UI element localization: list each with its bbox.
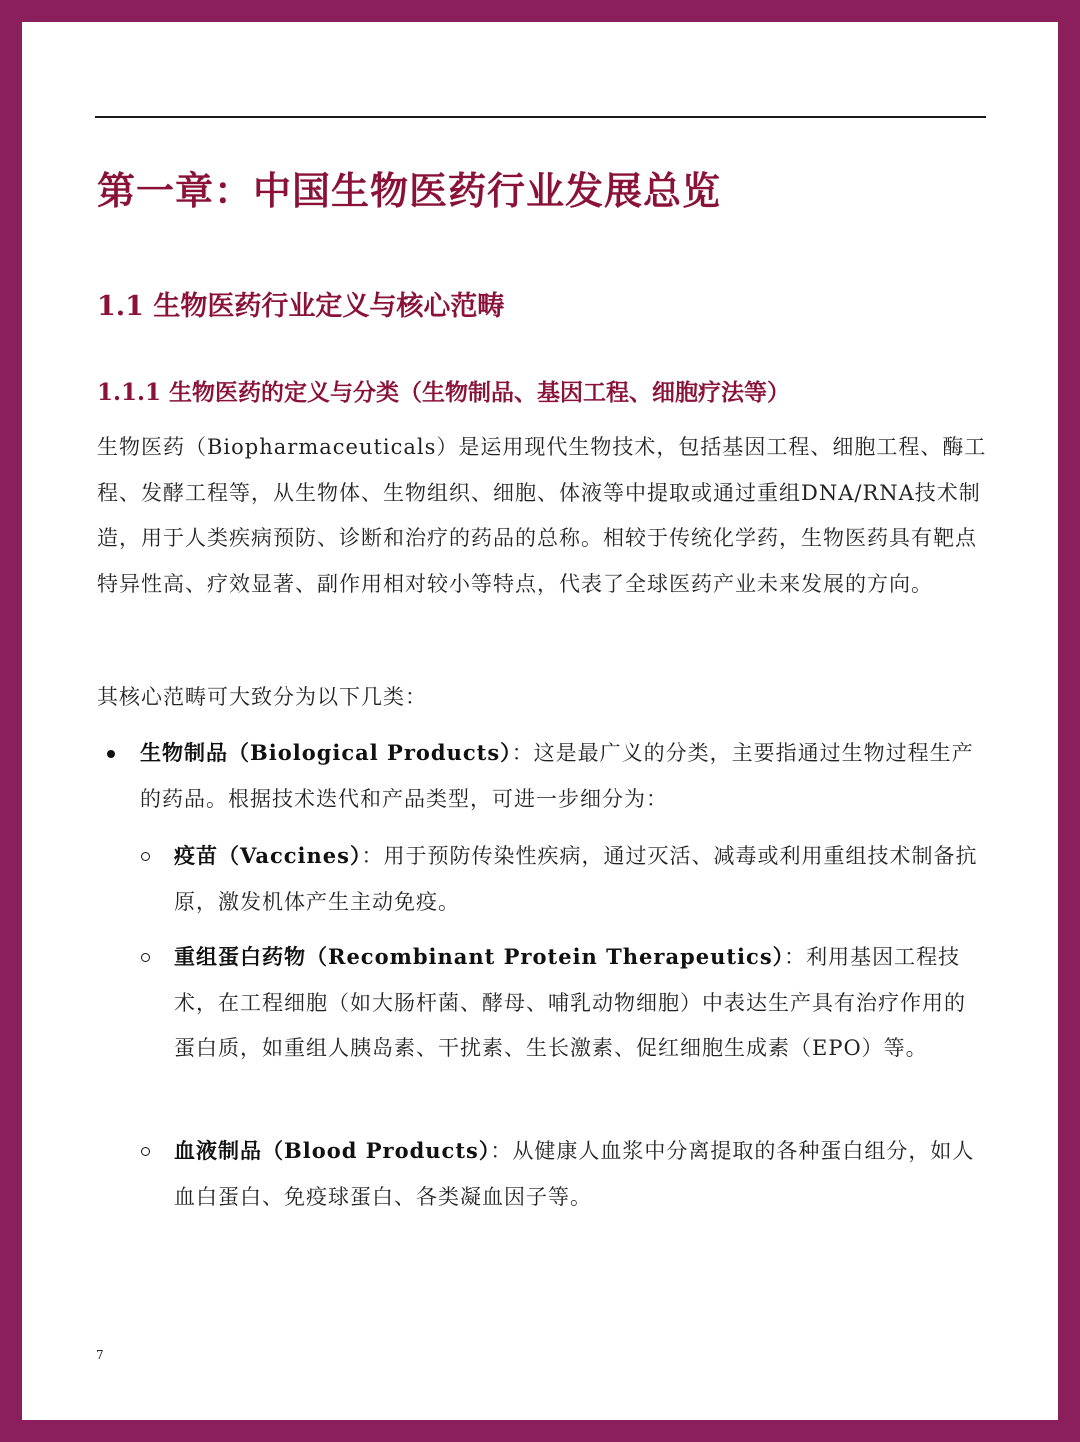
- sub-list-item-description: ：利用基因工程技术，在工程细胞（如大肠杆菌、酵母、哺乳动物细胞）中表达生产具有治疗作用的蛋白质，如重组人胰岛素、干扰素、生长激素、促红细胞生成素（EPO）等。: [174, 945, 966, 1060]
- document-page: [22, 22, 1058, 1420]
- circle-bullet-icon: [141, 852, 150, 861]
- list-item-description: ：这是最广义的分类，主要指通过生物过程生产的药品。根据技术迭代和产品类型，可进一步细分为：: [140, 741, 974, 811]
- header-rule: [95, 116, 986, 118]
- definition-paragraph: 生物医药（Biopharmaceuticals）是运用现代生物技术，包括基因工程、细胞工程、酶工程、发酵工程等，从生物体、生物组织、细胞、体液等中提取或通过重组DNA/RNA技术制造，用于人类疾病预防、诊断和治疗的药品的总称。相较于传统化学药，生物医药具有靶点特异性高、疗效显著、副作用相对较小等特点，代表了全球医药产业未来发展的方向。: [97, 435, 987, 596]
- chapter-title: 第一章：中国生物医药行业发展总览: [97, 168, 722, 213]
- sub-list-item-vaccines: [174, 833, 987, 925]
- sub-list-item-recombinant-protein: [174, 934, 987, 1072]
- list-item-term: 生物制品（Biological Products）: [140, 740, 512, 765]
- circle-bullet-icon: [141, 1147, 150, 1156]
- subsection-title: 1.1.1 生物医药的定义与分类（生物制品、基因工程、细胞疗法等）: [97, 379, 791, 406]
- sub-list-item-description: ：用于预防传染性疾病，通过灭活、减毒或利用重组技术制备抗原，激发机体产生主动免疫。: [174, 844, 978, 914]
- list-item-text: [140, 730, 987, 822]
- list-item-biological-products: [97, 730, 987, 822]
- sub-list-item-term: 疫苗（Vaccines）: [174, 843, 362, 868]
- sub-list-item-description: ：从健康人血浆中分离提取的各种蛋白组分，如人血白蛋白、免疫球蛋白、各类凝血因子等。: [174, 1139, 975, 1209]
- sub-list-item-term: 血液制品（Blood Products）: [174, 1138, 491, 1163]
- categories-intro: 其核心范畴可大致分为以下几类：: [97, 685, 427, 709]
- page-number: 7: [96, 1348, 104, 1362]
- section-title: 1.1 生物医药行业定义与核心范畴: [97, 291, 505, 322]
- sub-list-item-term: 重组蛋白药物（Recombinant Protein Therapeutics）: [174, 944, 785, 969]
- circle-bullet-icon: [141, 953, 150, 962]
- bullet-icon: [107, 750, 115, 758]
- sub-list-item-blood-products: [174, 1128, 987, 1220]
